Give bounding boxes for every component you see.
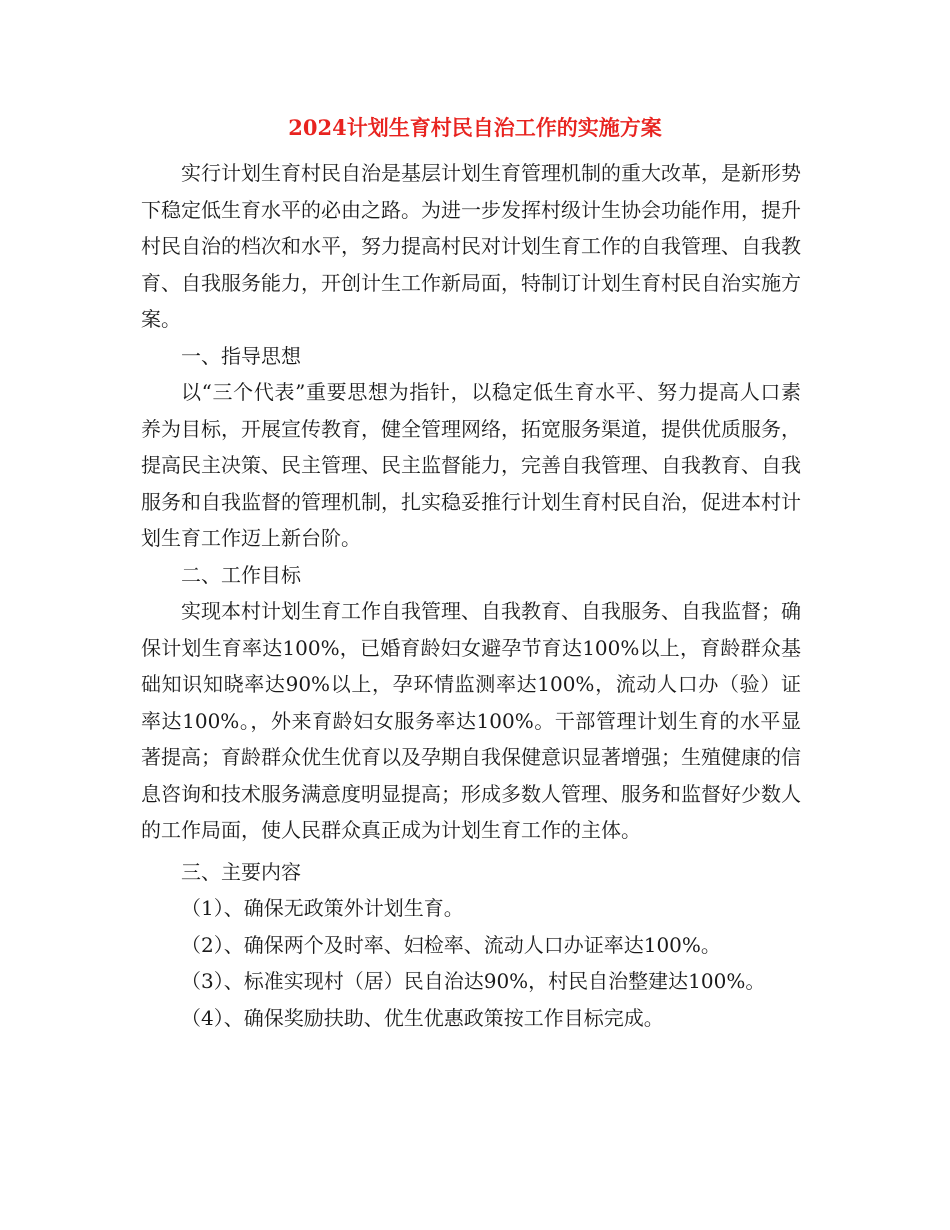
document-body [141,155,801,1036]
main-content-item-2: （2）、确保两个及时率、妇检率、流动人口办证率达100%。 [181,932,721,957]
main-content-item-4: （4）、确保奖励扶助、优生优惠政策按工作目标完成。 [181,1005,664,1030]
main-content-item-1: （1）、确保无政策外计划生育。 [181,896,464,920]
document-title: 2024计划生育村民自治工作的实施方案 [288,115,662,140]
main-content-item-3: （3）、标准实现村（居）民自治达90%，村民自治整建达100%。 [181,969,766,993]
intro-paragraph: 实行计划生育村民自治是基层计划生育管理机制的重大改革，是新形势下稳定低生育水平的必由之路。为进一步发挥村级计生协会功能作用，提升村民自治的档次和水平，努力提高村民对计划生育工作的自我管理、自我教育、自我服务能力，开创计生工作新局面，特制订计划生育村民自治实施方案。 [141,161,801,331]
guiding-ideology-paragraph: 以“三个代表”重要思想为指针，以稳定低生育水平、努力提高人口素养为目标，开展宣传教育，健全管理网络，拓宽服务渠道，提供优质服务，提高民主决策、民主管理、民主监督能力，完善自我管理、自我教育、自我服务和自我监督的管理机制，扎实稳妥推行计划生育村民自治，促进本村计划生育工作迈上新台阶。 [141,380,801,550]
section-heading-work-goals: 二、工作目标 [181,562,301,587]
section-heading-guiding-ideology: 一、指导思想 [181,343,301,368]
work-goals-paragraph: 实现本村计划生育工作自我管理、自我教育、自我服务、自我监督；确保计划生育率达100%，已婚育龄妇女避孕节育达100%以上，育龄群众基础知识知晓率达90%以上，孕环情监测率达100%，流动人口办（验）证率达100%。，外来育龄妇女服务率达100%。干部管理计划生育的水平显著提高；育龄群众优生优育以及孕期自我保健意识显著增强；生殖健康的信息咨询和技术服务满意度明显提高；形成多数人管理、服务和监督好少数人的工作局面，使人民群众真正成为计划生育工作的主体。 [141,599,801,842]
section-heading-main-content: 三、主要内容 [181,859,301,884]
